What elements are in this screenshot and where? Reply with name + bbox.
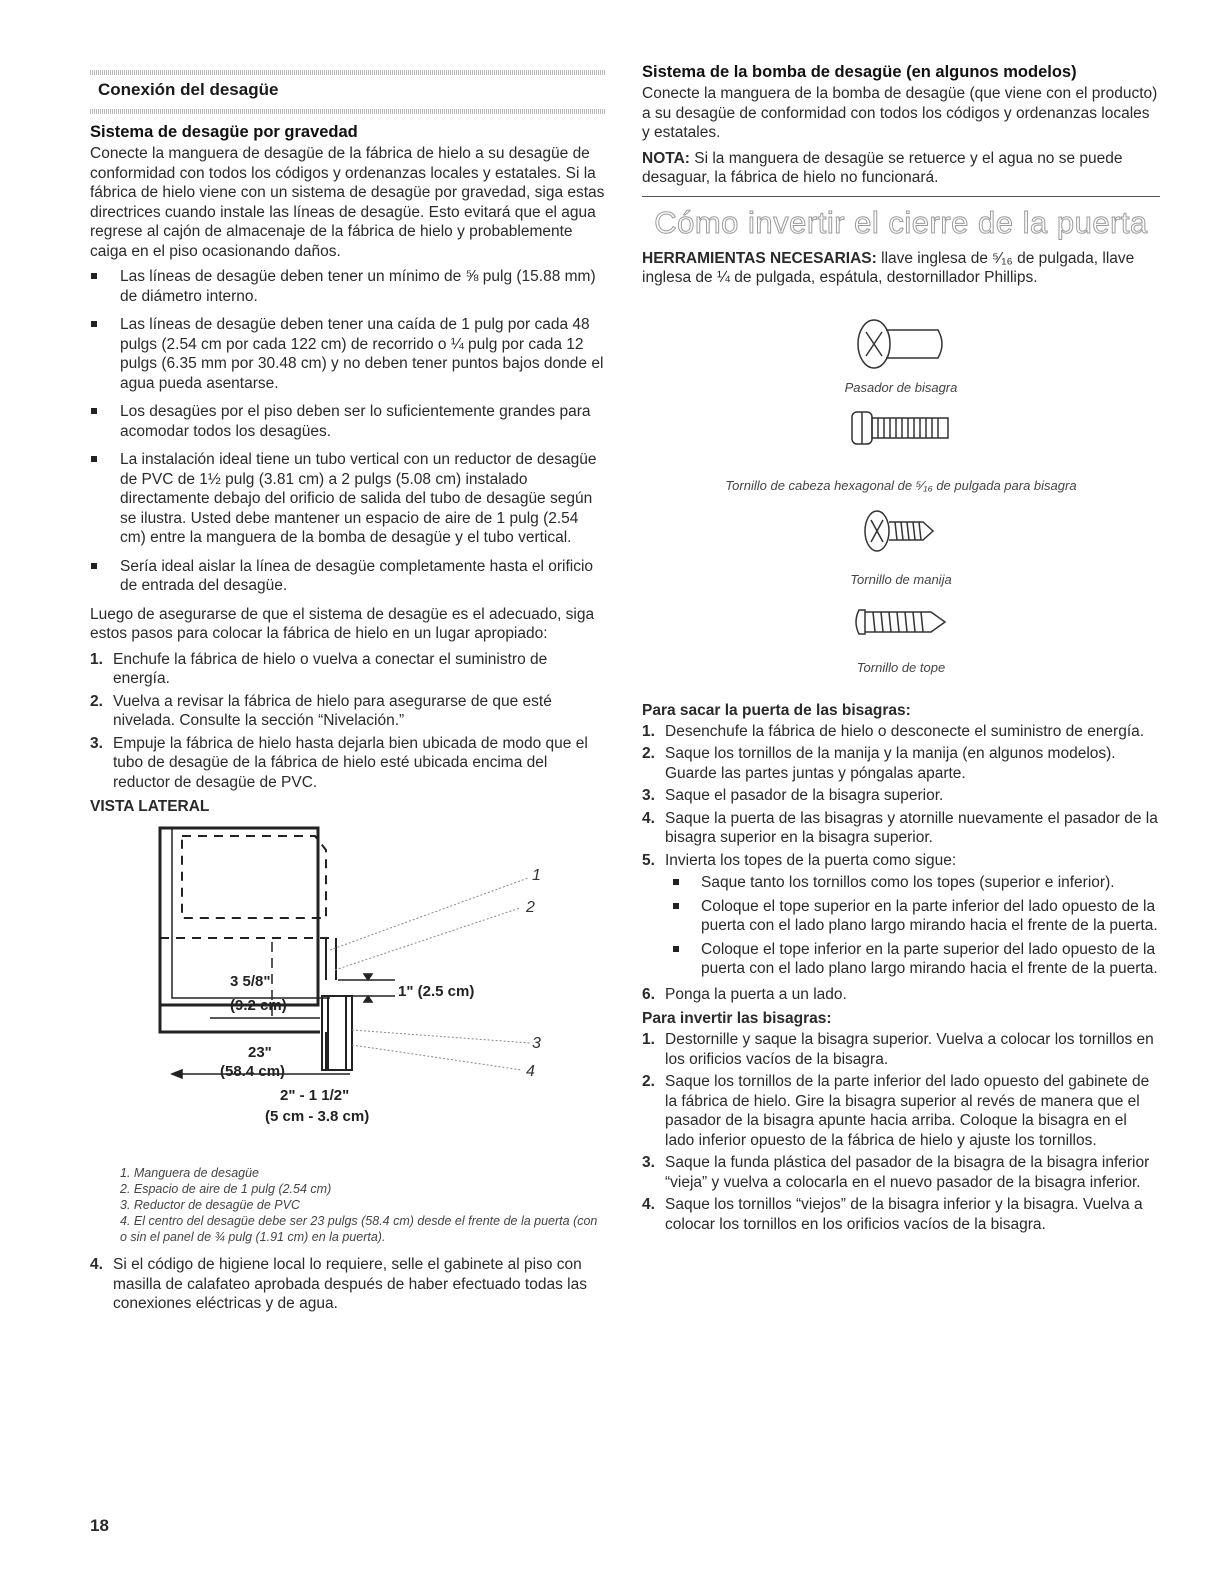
callout-1: 1 [532,867,541,884]
hex-screw-icon [846,406,956,450]
handle-screw-icon [861,506,941,556]
hinge-heading: Para invertir las bisagras: [642,1010,832,1027]
part-hinge-pin [642,314,1160,396]
list-item: Sería ideal aislar la línea de desagüe completamente hasta el orificio de entrada del desagüe. [90,557,605,596]
side-view-diagram [90,820,605,1165]
callout-2: 2 [526,899,535,916]
list-item: Coloque el tope superior en la parte inferior del lado opuesto de la puerta con el lado plano largo mirando hacia el frente de la puerta. [665,897,1160,936]
hinge-steps [642,1030,1160,1234]
list-item: Las líneas de desagüe deben tener una caída de 1 pulg por cada 48 pulgs (2.54 cm por cada 122 cm) de recorrido o ¼ pulg por cada 12 pulgs (6.35 mm por 30.48 cm) y no deben tener puntos bajos donde el agua pueda asentarse. [90,315,605,393]
list-item: 3. Saque el pasador de la bisagra superior. [642,787,944,804]
dim-a-top: 3 5/8" [230,973,271,990]
list-item: 1. Enchufe la fábrica de hielo o vuelva a conectar el suministro de energía. [90,650,548,687]
dim-a-bottom: (9.2 cm) [230,997,287,1014]
dim-d-top: 2" - 1 1/2" [280,1087,350,1104]
page-number: 18 [90,1516,109,1535]
list-item: Los desagües por el piso deben ser lo suficientemente grandes para acomodar todos los desagües. [90,402,605,441]
part-caption: Tornillo de manija [850,571,952,587]
gravity-intro: Conecte la manguera de desagüe de la fábrica de hielo a su desagüe de conformidad con todos los códigos y ordenanzas locales y estatales. Si la fábrica de hielo viene con un sistema de desagüe por gravedad, siga estas directrices cuando instale las líneas de desagüe. Esto evitará que el agua regrese al cajón de almacenaje de la fábrica de hielo y probablemente caiga en el piso ocasionando daños. [90,145,605,260]
stop-bullets [665,873,1160,979]
part-caption: Pasador de bisagra [844,379,958,395]
diagram-title: VISTA LATERAL [90,798,210,815]
pump-text: Conecte la manguera de la bomba de desagüe (que viene con el producto) a su desagüe de conformidad con todos los códigos y ordenanzas locales y estatales. [642,85,1158,141]
dim-d-bottom: (5 cm - 3.8 cm) [265,1108,370,1125]
list-item: 6. Ponga la puerta a un lado. [642,985,847,1003]
list-item: 1. Manguera de desagüe [120,1166,259,1180]
gravity-bullets [90,267,605,596]
list-item: 4. Si el código de higiene local lo requiere, selle el gabinete al piso con masilla de calafateo aprobada después de haber efectuado todas las conexiones eléctricas y de agua. [90,1256,587,1312]
list-item: 1. Desenchufe la fábrica de hielo o desconecte el suministro de energía. [642,722,1145,740]
remove-heading: Para sacar la puerta de las bisagras: [642,701,911,719]
list-item: Las líneas de desagüe deben tener un mínimo de ⅝ pulg (15.88 mm) de diámetro interno. [90,267,605,306]
list-item: 2. Saque los tornillos de la parte inferior del lado opuesto del gabinete de la fábrica de hielo. Gire la bisagra superior al revés de manera que el pasador de la bisagra apunte hacia arriba. Coloque la bisagra en el lado inferior opuesto de la fábrica de hielo y ajuste los tornillos. [642,1073,1150,1149]
dim-c: 1" (2.5 cm) [398,983,475,1000]
list-item: 3. Reductor de desagüe de PVC [120,1198,300,1212]
section-header-drain [90,62,605,116]
list-item: 4. Saque los tornillos “viejos” de la bisagra inferior y la bisagra. Vuelva a colocar los tornillos en los orificios vacíos de la bisagra. [642,1196,1143,1233]
note-label: NOTA: [642,149,690,167]
gravity-after: Luego de asegurarse de que el sistema de desagüe es el adecuado, siga estos pasos para colocar la fábrica de hielo en un lugar apropiado: [90,605,595,642]
part-handle-screw [642,506,1160,588]
list-item: 2. Vuelva a revisar la fábrica de hielo para asegurarse de que esté nivelada. Consulte la sección “Nivelación.” [90,692,552,729]
tools-label: HERRAMIENTAS NECESARIAS: [642,249,877,267]
list-item: 4. El centro del desagüe debe ser 23 pulgs (58.4 cm) desde el frente de la puerta (con o sin el panel de ¾ pulg (1.91 cm) en la puerta). [120,1214,598,1244]
hinge-pin-icon [846,314,956,374]
section-title: Conexión del desagüe [98,80,279,99]
remove-steps [642,722,1160,1005]
list-item: 2. Espacio de aire de 1 pulg (2.54 cm) [120,1182,332,1196]
diagram-legend [120,1165,605,1245]
gravity-heading: Sistema de desagüe por gravedad [90,123,358,141]
part-hinge-screw [642,406,1160,494]
placement-steps [90,650,605,793]
list-item: 3. Saque la funda plástica del pasador de la bisagra de la bisagra inferior “vieja” y vuelva a colocarla en el nuevo pasador de la bisagra inferior. [642,1154,1150,1191]
list-item: 3. Empuje la fábrica de hielo hasta dejarla bien ubicada de modo que el tubo de desagüe de la fábrica de hielo esté ubicada encima del reductor de desagüe de PVC. [90,734,588,791]
tools-needed: HERRAMIENTAS NECESARIAS: llave inglesa de ⁵⁄₁₆ de pulgada, llave inglesa de ¼ de pulgada, espátula, destornillador Phillips. [642,249,1135,286]
stop-screw-icon [851,602,951,642]
part-stop-screw [642,602,1160,676]
list-item: Coloque el tope inferior en la parte superior del lado opuesto de la puerta con el lado plano largo mirando hacia el frente de la puerta. [665,940,1160,979]
dim-b-bottom: (58.4 cm) [220,1063,286,1080]
sealing-step [90,1255,605,1314]
right-column [642,62,1160,1240]
list-item: 5. Invierta los topes de la puerta como sigue: Saque tanto los tornillos como los topes (superior e inferior). Coloque el tope superior en la parte inferior del lado opuesto de la puerta con el lado plano largo mirando hacia el frente de la puerta. Coloque el tope inferior en la parte superior del lado opuesto de la puerta con el lado plano largo mirando hacia el frente de la puerta. [642,851,1160,979]
left-column [90,62,605,1320]
list-item: 1. Destornille y saque la bisagra superior. Vuelva a colocar los tornillos en los orificios vacíos de la bisagra. [642,1031,1154,1068]
list-item: La instalación ideal tiene un tubo vertical con un reductor de desagüe de PVC de 1½ pulg (3.81 cm) a 2 pulgs (5.08 cm) instalado directamente debajo del orificio de salida del tubo de desagüe según se ilustra. Usted debe mantener un espacio de aire de 1 pulg (2.54 cm) entre la manguera de la bomba de desagüe y el tubo vertical. [90,450,605,548]
door-section-title: Cómo invertir el cierre de la puerta [654,204,1148,240]
section-divider [642,196,1160,197]
list-item: Saque tanto los tornillos como los topes (superior e inferior). [665,873,1160,893]
list-item: 4. Saque la puerta de las bisagras y atornille nuevamente el pasador de la bisagra superior en la bisagra superior. [642,809,1158,846]
callout-3: 3 [532,1035,541,1052]
dim-b-top: 23" [248,1044,272,1061]
callout-4: 4 [526,1063,535,1080]
part-caption: Tornillo de cabeza hexagonal de ⁵⁄₁₆ de pulgada para bisagra [725,477,1077,493]
list-item: 2. Saque los tornillos de la manija y la manija (en algunos modelos). Guarde las partes juntas y póngalas aparte. [642,745,1116,782]
pump-note: NOTA: Si la manguera de desagüe se retuerce y el agua no se puede desaguar, la fábrica de hielo no funcionará. [642,149,1123,186]
part-caption: Tornillo de tope [856,659,946,675]
pump-heading: Sistema de la bomba de desagüe (en algunos modelos) [642,63,1077,81]
